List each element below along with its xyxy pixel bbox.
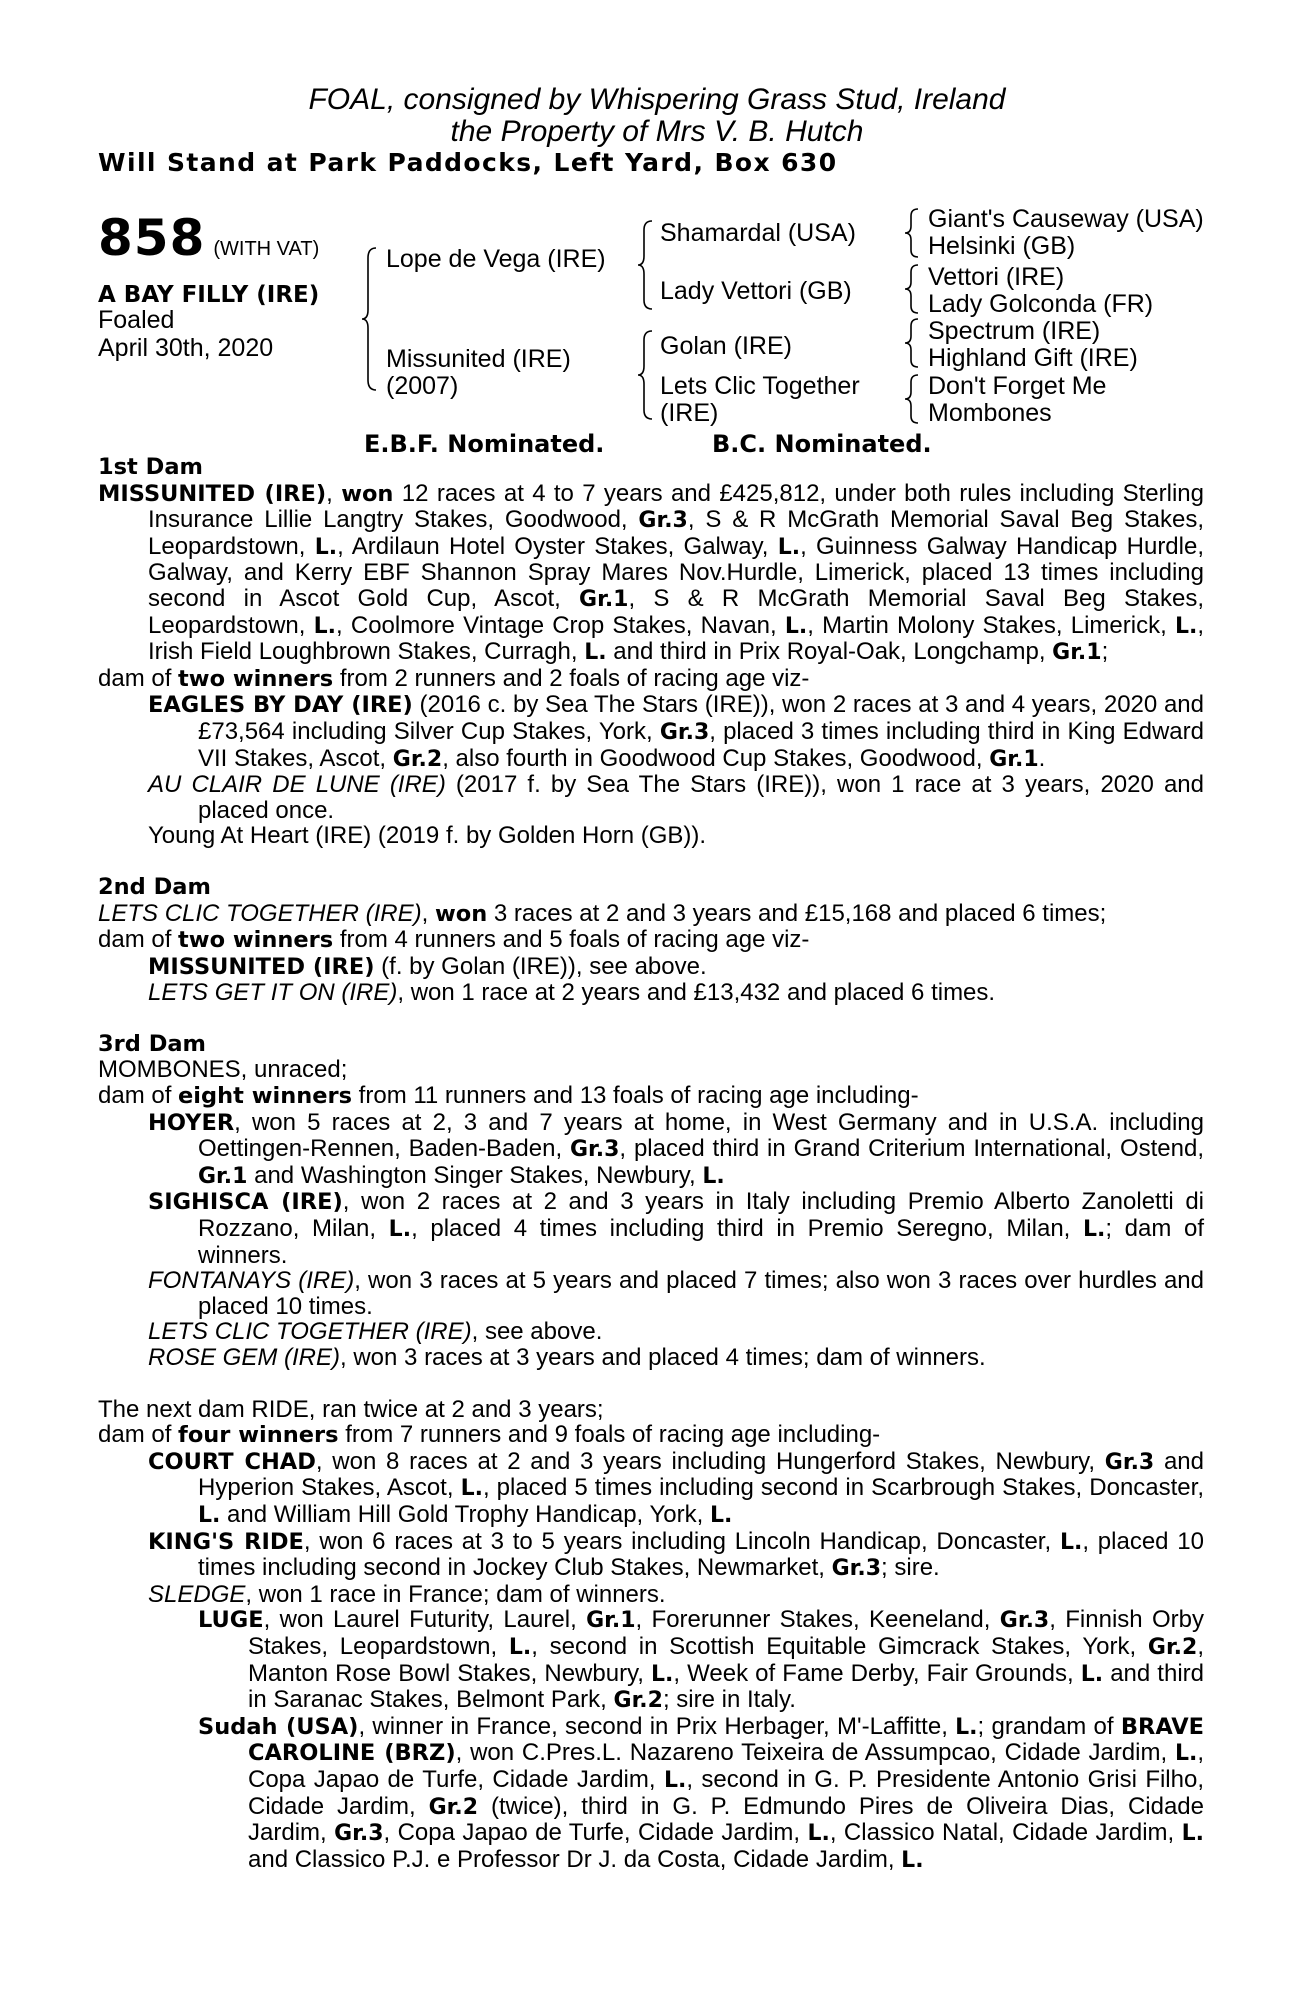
third-dam-intro: MOMBONES, unraced; (98, 1056, 348, 1084)
foaled-label: Foaled (98, 306, 175, 334)
consignor-line: FOAL, consigned by Whispering Grass Stud, Ireland (308, 83, 1006, 116)
next-dam-produce-3: SLEDGE, won 1 race in France; dam of winners. (148, 1580, 666, 1608)
pedigree-g6: Highland Gift (IRE) (928, 344, 1138, 372)
next-dam-produce-2: KING'S RIDE, won 6 races at 3 to 5 years including Lincoln Handicap, Doncaster, L., placed 10 times including second in Jockey Club Stakes, Newmarket, Gr.3; sire. (148, 1527, 1204, 1582)
pedigree-dam-dam-suffix: (IRE) (660, 399, 719, 427)
first-dam-produce-3: Young At Heart (IRE) (2019 f. by Golden Horn (GB)). (148, 822, 707, 850)
stand-location: Will Stand at Park Paddocks, Left Yard, Box 630 (98, 148, 838, 177)
pedigree-g7: Don't Forget Me (928, 372, 1107, 400)
second-dam-heading: 2nd Dam (98, 873, 211, 900)
third-dam-produce-1: HOYER, won 5 races at 2, 3 and 7 years at home, in West Germany and in U.S.A. including Oettingen-Rennen, Baden-Baden, Gr.3, placed third in Grand Criterium International, Ostend, Gr.1 and Washington Singer Stakes, Newbury, L. (148, 1108, 1205, 1189)
third-dam-produce-5: ROSE GEM (IRE), won 3 races at 3 years and placed 4 times; dam of winners. (148, 1344, 986, 1371)
third-dam-produce-summary: dam of eight winners from 11 runners and 13 foals of racing age including- (98, 1082, 919, 1110)
next-dam-intro: The next dam RIDE, ran twice at 2 and 3 years; (98, 1395, 604, 1423)
third-dam-produce-3: FONTANAYS (IRE), won 3 races at 5 years and placed 7 times; also won 3 races over hurdles and placed 10 times. (148, 1267, 1204, 1320)
pedigree-dam-year: (2007) (386, 372, 459, 400)
next-dam-grandproduce-2: Sudah (USA), winner in France, second in Prix Herbager, M'-Laffitte, L.; grandam of BRAVE CAROLINE (BRZ), won C.Pres.L. Nazareno Teixeira de Assumpcao, Cidade Jardim, L., Copa Japao de Turfe, Cidade Jardim, L., second in G. P. Presidente Antonio Grisi Filho, Cidade Jardim, Gr.2 (twice), third in G. P. Edmundo Pires de Oliveira Dias, Cidade Jardim, Gr.3, Copa Japao de Turfe, Cidade Jardim, L., Classico Natal, Cidade Jardim, L. and Classico P.J. e Professor Dr J. da Costa, Cidade Jardim, L. (198, 1712, 1205, 1873)
pedigree-brace-g2 (902, 262, 922, 316)
next-dam-produce-summary: dam of four winners from 7 runners and 9 foals of racing age including- (98, 1421, 881, 1449)
lot-heading (98, 210, 319, 279)
horse-title: A BAY FILLY (IRE) (98, 282, 320, 308)
third-dam-produce-4: LETS CLIC TOGETHER (IRE), see above. (148, 1318, 603, 1346)
first-dam-record: MISSUNITED (IRE), won 12 races at 4 to 7 years and £425,812, under both rules including Sterling Insurance Lillie Langtry Stakes, Goodwood, Gr.3, S & R McGrath Memorial Saval Beg Stakes, Leopardstown, L., Ardilaun Hotel Oyster Stakes, Galway, L., Guinness Galway Handicap Hurdle, Galway, and Kerry EBF Shannon Spray Mares Nov.Hurdle, Limerick, placed 13 times including second in Ascot Gold Cup, Ascot, Gr.1, S & R McGrath Memorial Saval Beg Stakes, Leopardstown, L., Coolmore Vintage Crop Stakes, Navan, L., Martin Molony Stakes, Limerick, L., Irish Field Loughbrown Stakes, Curragh, L. and third in Prix Royal-Oak, Longchamp, Gr.1; (98, 479, 1205, 666)
pedigree-dam-dam: Lets Clic Together (660, 372, 860, 400)
pedigree-g4: Lady Golconda (FR) (928, 290, 1154, 318)
pedigree-g2: Helsinki (GB) (928, 232, 1076, 260)
pedigree-brace-g4 (902, 372, 922, 426)
pedigree-brace-gen1 (360, 244, 380, 394)
first-dam-produce-2: AU CLAIR DE LUNE (IRE) (2017 f. by Sea The Stars (IRE)), won 1 race at 3 years, 2020 and placed once. (148, 771, 1204, 824)
pedigree-dam: Missunited (IRE) (386, 345, 571, 373)
second-dam-record: LETS CLIC TOGETHER (IRE), won 3 races at 2 and 3 years and £15,168 and placed 6 times; (98, 899, 1107, 927)
owner-line: the Property of Mrs V. B. Hutch (450, 115, 864, 148)
pedigree-brace-g3 (902, 316, 922, 370)
bc-nominated: B.C. Nominated. (712, 430, 932, 458)
second-dam-produce-1: MISSUNITED (IRE) (f. by Golan (IRE)), see above. (148, 952, 707, 980)
second-dam-produce-summary: dam of two winners from 4 runners and 5 foals of racing age viz- (98, 926, 810, 954)
ebf-nominated: E.B.F. Nominated. (364, 430, 605, 458)
pedigree-sire-dam: Lady Vettori (GB) (660, 277, 852, 305)
third-dam-produce-2: SIGHISCA (IRE), won 2 races at 2 and 3 years in Italy including Premio Alberto Zanoletti di Rozzano, Milan, L., placed 4 times including third in Premio Seregno, Milan, L.; dam of winners. (148, 1188, 1205, 1269)
pedigree-brace-g1 (902, 206, 922, 260)
second-dam-produce-2: LETS GET IT ON (IRE), won 1 race at 2 years and £13,432 and placed 6 times. (148, 979, 996, 1007)
lot-number: 858 (98, 209, 206, 267)
vat-note: (WITH VAT) (213, 238, 320, 260)
pedigree-g3: Vettori (IRE) (928, 263, 1065, 291)
foaled-date: April 30th, 2020 (98, 334, 274, 362)
pedigree-sire-sire: Shamardal (USA) (660, 219, 856, 247)
first-dam-produce-summary: dam of two winners from 2 runners and 2 foals of racing age viz- (98, 664, 810, 692)
next-dam-grandproduce-1: LUGE, won Laurel Futurity, Laurel, Gr.1, Forerunner Stakes, Keeneland, Gr.3, Finnish Orby Stakes, Leopardstown, L., second in Scottish Equitable Gimcrack Stakes, York, Gr.2, Manton Rose Bowl Stakes, Newbury, L., Week of Fame Derby, Fair Grounds, L. and third in Saranac Stakes, Belmont Park, Gr.2; sire in Italy. (198, 1606, 1204, 1714)
pedigree-dam-sire: Golan (IRE) (660, 332, 792, 360)
pedigree-g5: Spectrum (IRE) (928, 317, 1101, 345)
pedigree-g8: Mombones (928, 399, 1052, 427)
pedigree-brace-sire (636, 218, 656, 312)
first-dam-produce-1: EAGLES BY DAY (IRE) (2016 c. by Sea The Stars (IRE)), won 2 races at 3 and 4 years, 2020 and £73,564 including Silver Cup Stakes, York, Gr.3, placed 3 times including third in King Edward VII Stakes, Ascot, Gr.2, also fourth in Goodwood Cup Stakes, Goodwood, Gr.1. (148, 691, 1204, 772)
pedigree-brace-dam (636, 328, 656, 422)
third-dam-heading: 3rd Dam (98, 1030, 206, 1057)
next-dam-produce-1: COURT CHAD, won 8 races at 2 and 3 years including Hungerford Stakes, Newbury, Gr.3 and Hyperion Stakes, Ascot, L., placed 5 times including second in Scarbrough Stakes, Doncaster, L. and William Hill Gold Trophy Handicap, York, L. (148, 1447, 1204, 1528)
catalogue-body (98, 455, 1204, 1873)
first-dam-heading: 1st Dam (98, 454, 203, 480)
pedigree-sire: Lope de Vega (IRE) (386, 245, 606, 273)
pedigree-g1: Giant's Causeway (USA) (928, 205, 1204, 233)
